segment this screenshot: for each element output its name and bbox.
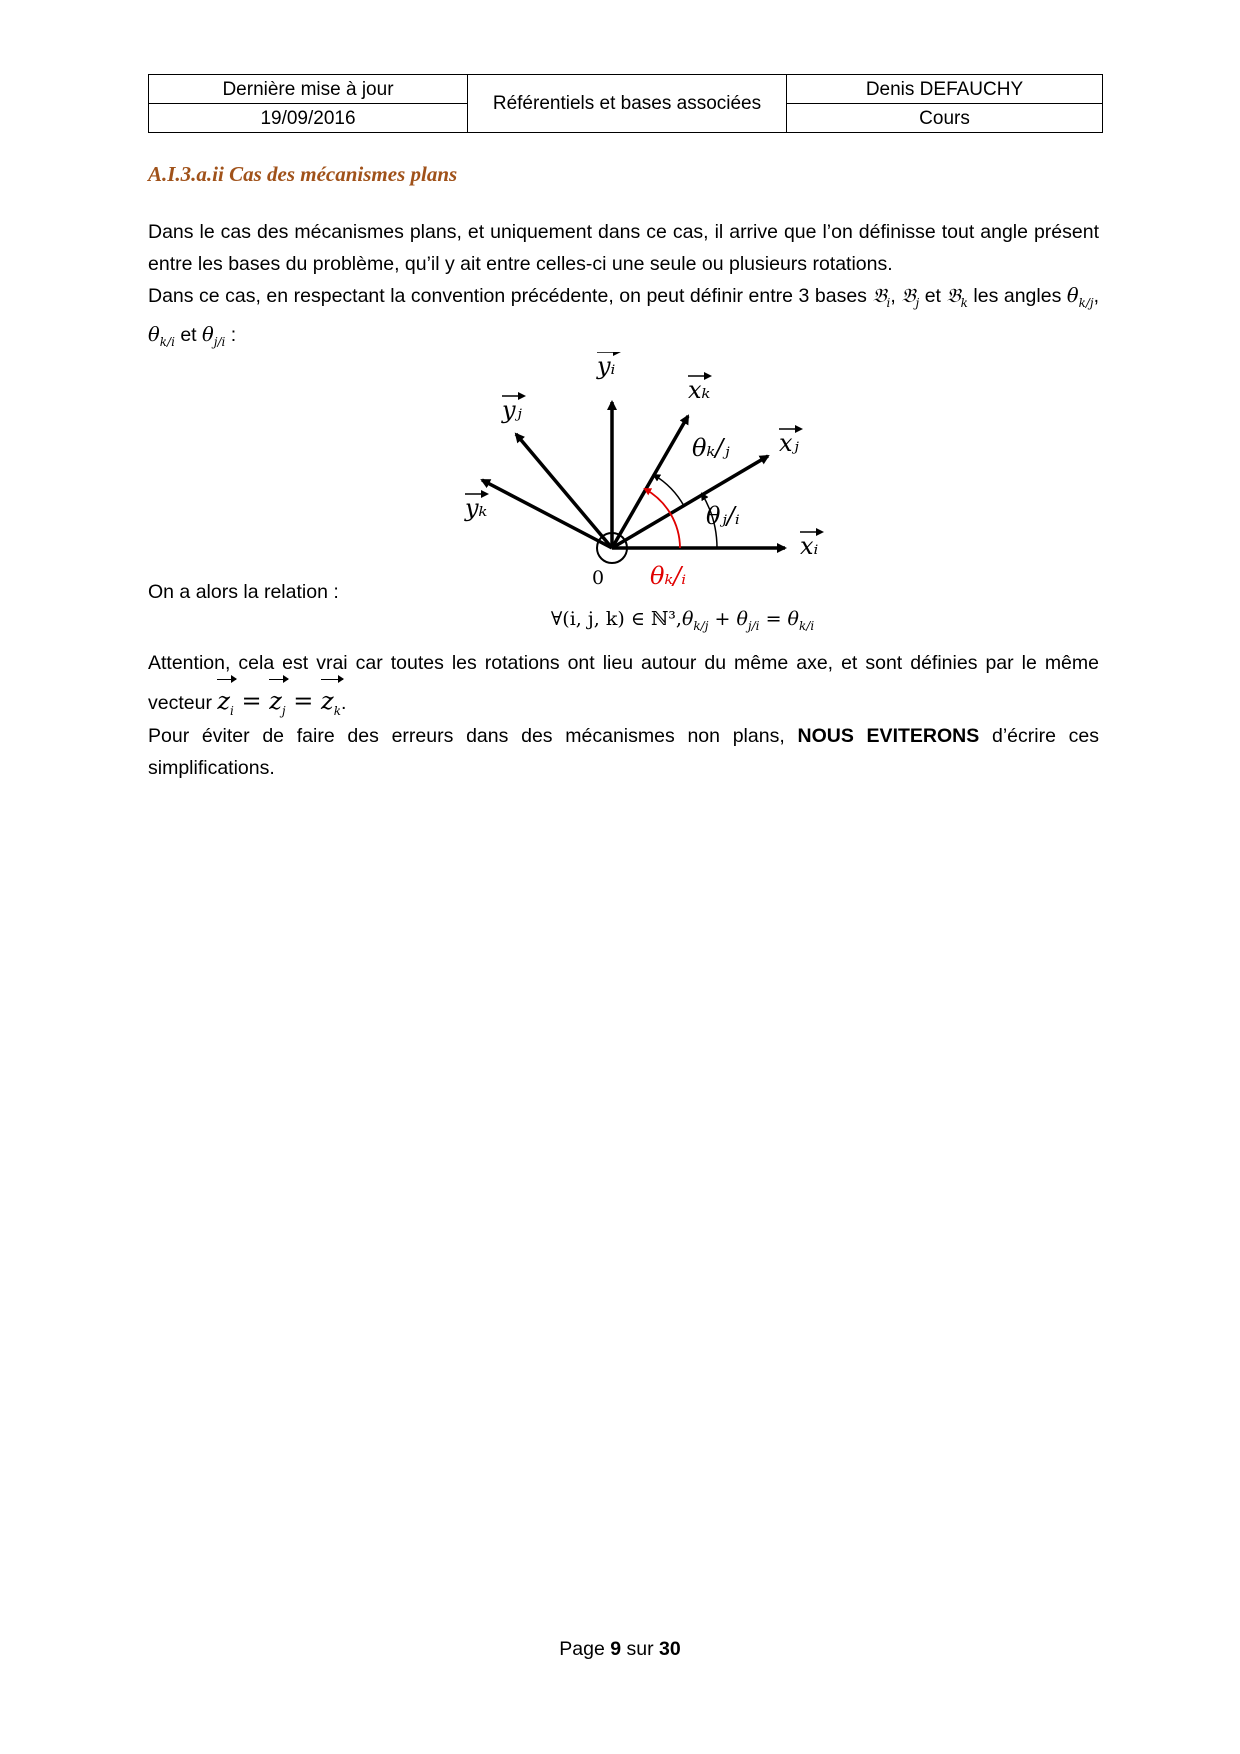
base-b-j: 𝔅$_j$ bbox=[901, 284, 920, 310]
paragraph-intro: Dans le cas des mécanismes plans, et uniquement dans ce cas, il arrive que l’on définisse tout angle présent entre les bases du problème, qu’il y ait entre celles-ci une seule ou plusieurs rotations. bbox=[148, 221, 1099, 275]
section-title: A.I.3.a.ii Cas des mécanismes plans bbox=[148, 162, 458, 186]
angle-theta-ji: $\theta_{j/i}$ bbox=[202, 322, 226, 349]
emphasis-nous-eviterons: NOUS EVITERONS bbox=[797, 725, 980, 747]
axis-y-k bbox=[482, 480, 612, 548]
page-number: 9 bbox=[610, 1638, 622, 1660]
label-x-k: xₖ bbox=[688, 376, 711, 404]
vector-z-j: $z_j$ bbox=[269, 682, 285, 730]
vector-z-i: $z_i$ bbox=[217, 682, 234, 730]
bases-text: Dans ce cas, en respectant la convention précédente, on peut définir entre 3 bases bbox=[148, 285, 867, 307]
author: Denis DEFAUCHY bbox=[787, 75, 1103, 104]
label-x-i: xᵢ bbox=[800, 532, 819, 560]
page-footer: Page 9 sur 30 bbox=[559, 1638, 681, 1660]
axis-y-j bbox=[516, 434, 612, 548]
angle-theta-kj: $\theta_{k/j}$ bbox=[1066, 284, 1094, 310]
base-b-i: 𝔅$_i$ bbox=[872, 284, 891, 310]
angles-diagram bbox=[440, 352, 860, 602]
update-date: 19/09/2016 bbox=[149, 104, 468, 133]
last-update-label: Dernière mise à jour bbox=[149, 75, 468, 104]
vector-z-k: $z_k$ bbox=[321, 682, 341, 730]
label-y-i: yᵢ bbox=[597, 352, 616, 380]
angles-text: les angles bbox=[973, 285, 1062, 307]
document-title: Référentiels et bases associées bbox=[468, 75, 787, 133]
base-b-k: 𝔅$_k$ bbox=[946, 284, 968, 310]
label-origin: 0 bbox=[592, 567, 605, 589]
axis-x-j bbox=[612, 456, 768, 548]
document-type: Cours bbox=[787, 104, 1103, 133]
paragraph-final: Pour éviter de faire des erreurs dans des mécanismes non plans, NOUS EVITERONS d’écrire ces simplifications. bbox=[148, 725, 1099, 779]
relation-formula: ∀(i, j, k) ∈ $ℕ^3,\theta_{k/j} + \theta_{j/i} = \theta_{k/i}$ bbox=[550, 608, 815, 633]
paragraph-warning: Attention, cela est vrai car toutes les rotations ont lieu autour du même axe, et sont définies par le même vecteur $z_i = z_j = z_k$. bbox=[148, 644, 1099, 730]
angle-theta-ki: $\theta_{k/i}$ bbox=[148, 322, 175, 349]
label-theta-ji: θⱼ/ᵢ bbox=[706, 502, 740, 530]
label-y-k: yₖ bbox=[465, 494, 488, 522]
label-theta-kj: θₖ/ⱼ bbox=[692, 434, 730, 462]
label-x-j: xⱼ bbox=[779, 429, 799, 457]
paragraph-bases: Dans ce cas, en respectant la convention précédente, on peut définir entre 3 bases 𝔅$_i$, 𝔅$_j$ et 𝔅$_k$ les angles $\theta_{k/j}$, $\theta_{k/i}$ et $\theta_{j/i}$ : bbox=[148, 284, 1100, 349]
relation-intro: On a alors la relation : bbox=[148, 581, 339, 603]
label-theta-ki: θₖ/ᵢ bbox=[650, 562, 687, 590]
page-total: 30 bbox=[659, 1638, 681, 1660]
header-table bbox=[148, 74, 1103, 133]
label-y-j: yⱼ bbox=[502, 396, 522, 424]
arc-theta-kj bbox=[654, 475, 684, 506]
